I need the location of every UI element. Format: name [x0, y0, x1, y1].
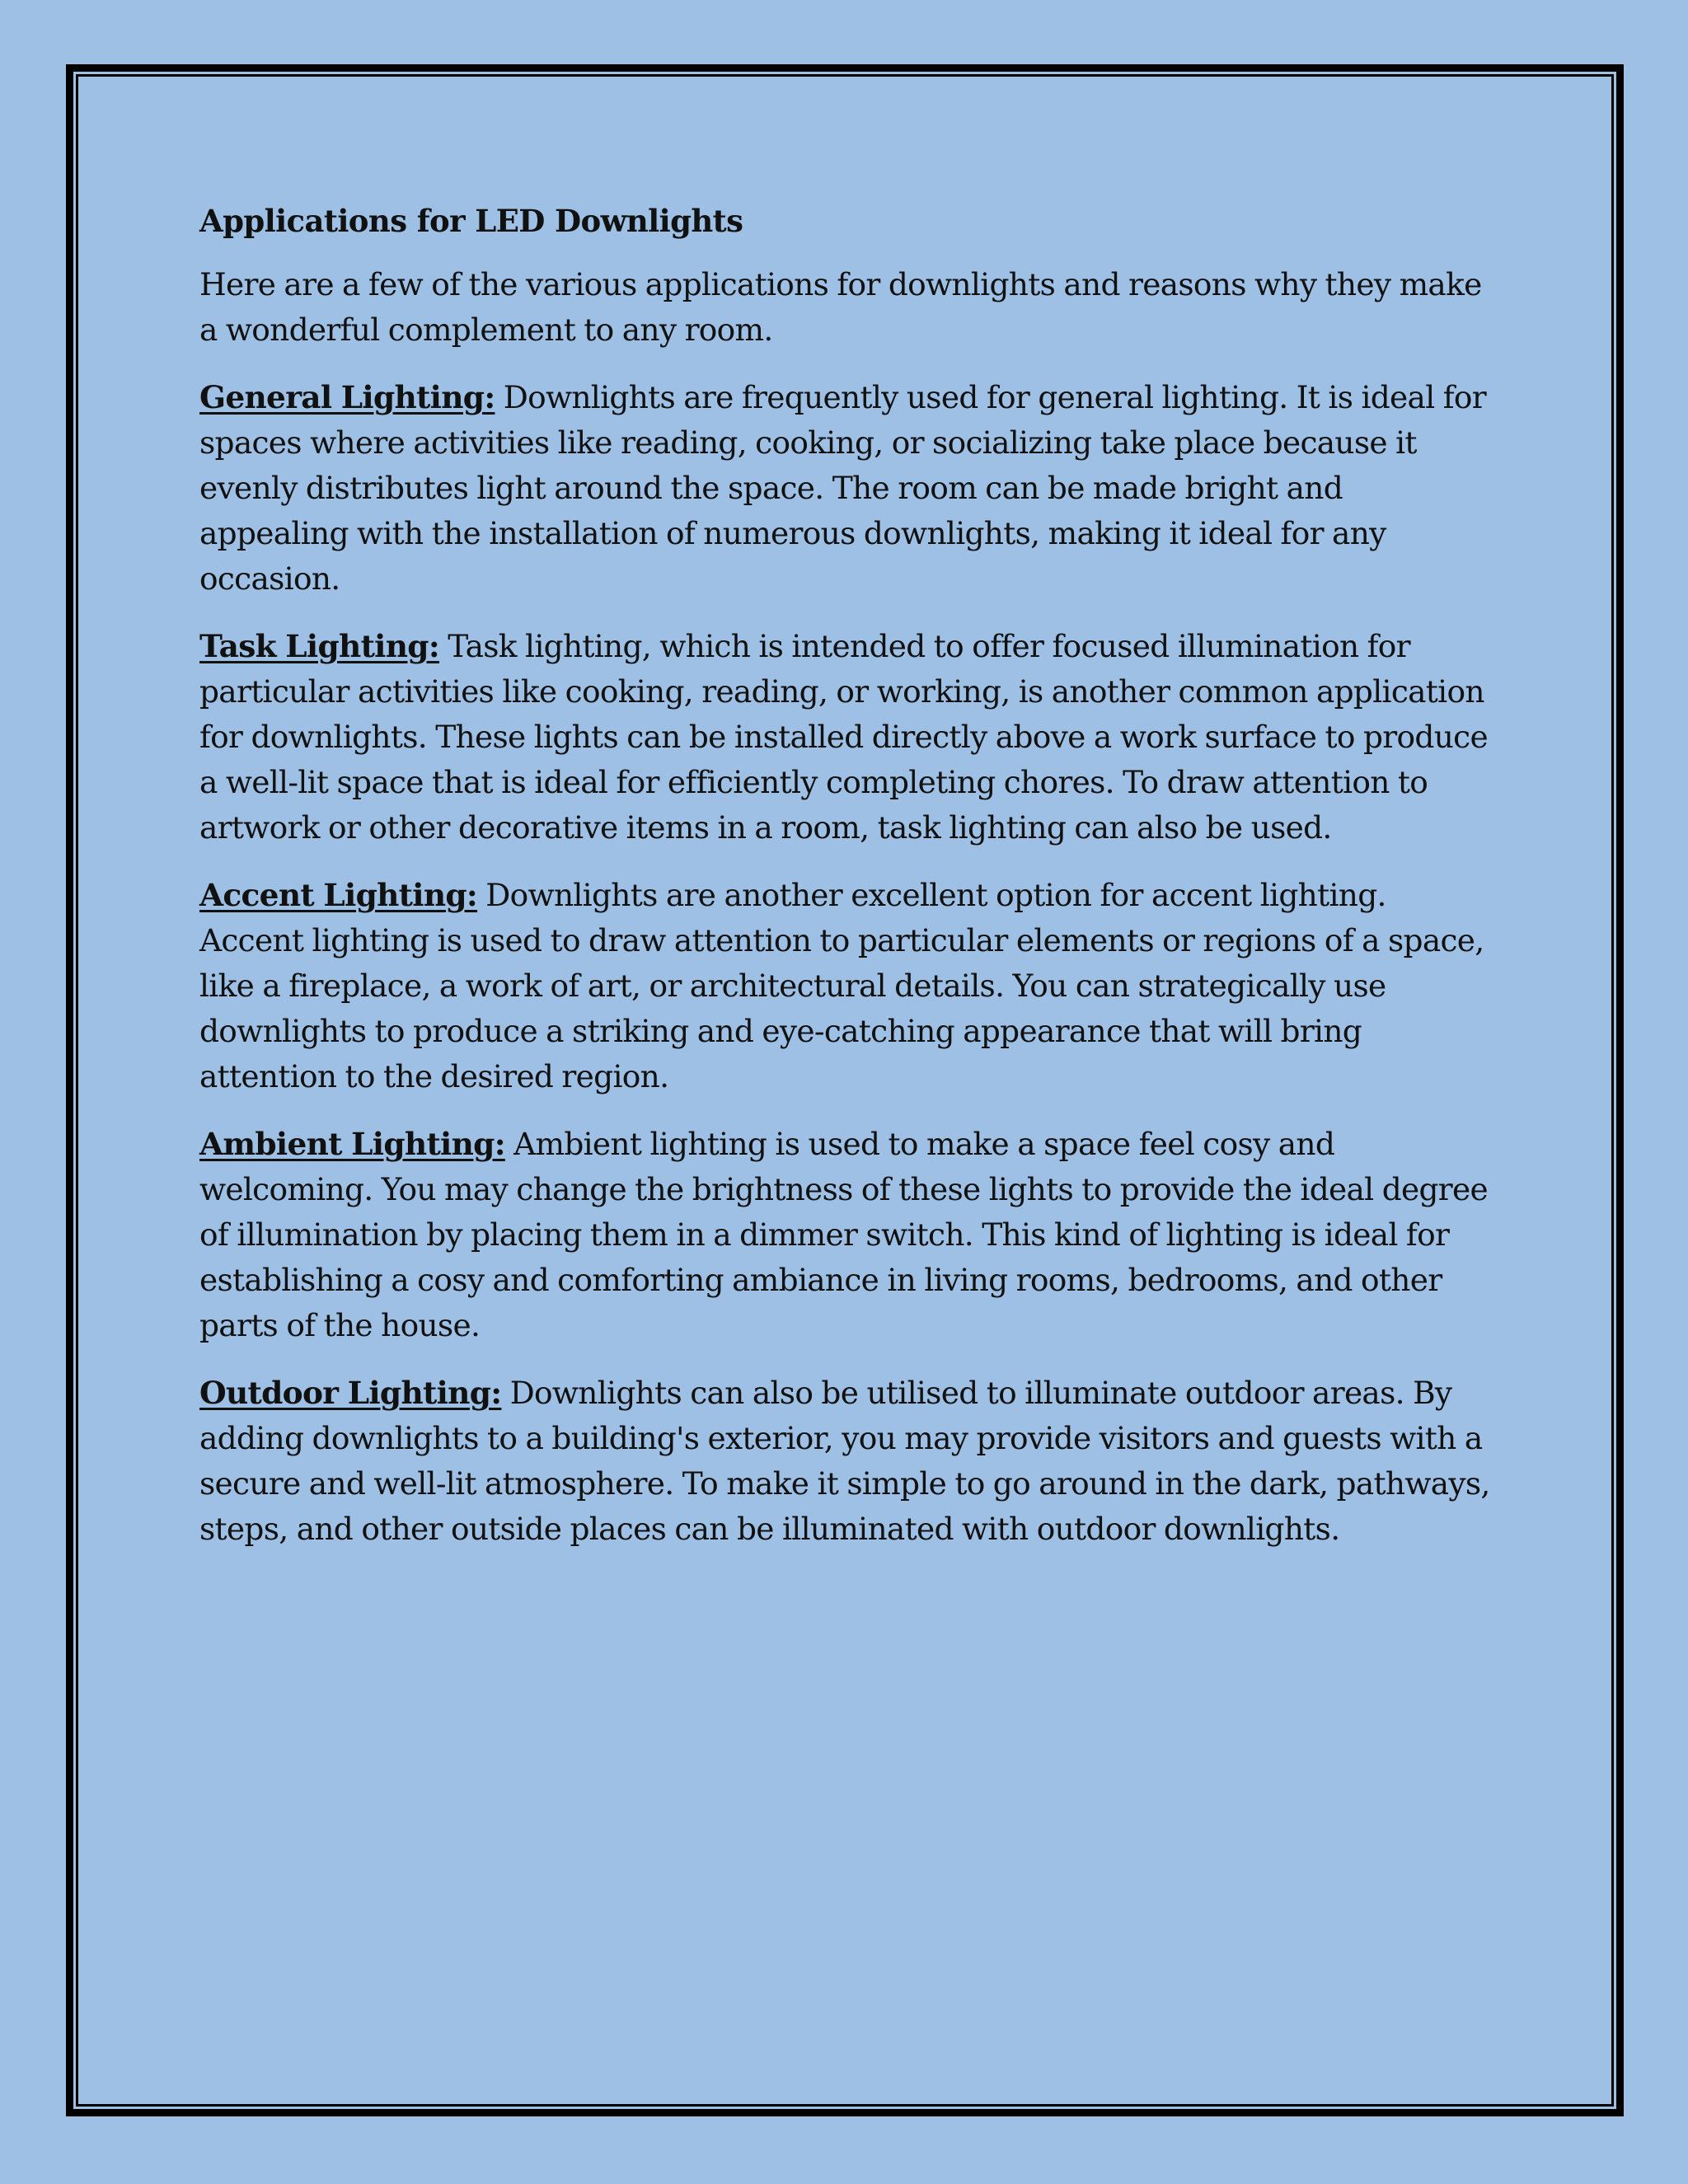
section-body-task-lighting: Task lighting, which is intended to offer focused illumination for particular activities like cooking, reading, or working, is another common application for downlights. These lights can be installed directly above a work surface to produce a well-lit space that is ideal for efficiently completing chores. To draw attention to artwork or other decorative items in a room, task lighting can also be used.: [199, 628, 1488, 846]
section-heading-general-lighting: General Lighting:: [199, 379, 495, 415]
document-title: Applications for LED Downlights: [199, 203, 743, 239]
section-body-outdoor-lighting: Downlights can also be utilised to illuminate outdoor areas. By adding downlights to a building's exterior, you may provide visitors and guests with a secure and well-lit atmosphere. To make it simple to go around in the dark, pathways, steps, and other outside places can be illuminated with outdoor downlights.: [199, 1375, 1490, 1547]
section-heading-outdoor-lighting: Outdoor Lighting:: [199, 1375, 502, 1411]
intro-paragraph: Here are a few of the various applications for downlights and reasons why they make a wonderful complement to any room.: [199, 266, 1482, 348]
document-body: [199, 194, 1493, 1574]
section-accent-lighting: [199, 873, 1493, 1099]
section-ambient-lighting: [199, 1122, 1493, 1348]
section-task-lighting: [199, 624, 1493, 851]
section-outdoor-lighting: [199, 1371, 1493, 1552]
section-heading-task-lighting: Task Lighting:: [199, 628, 439, 664]
section-general-lighting: [199, 375, 1493, 602]
section-heading-accent-lighting: Accent Lighting:: [199, 877, 478, 913]
section-body-ambient-lighting: Ambient lighting is used to make a space feel cosy and welcoming. You may change the brightness of these lights to provide the ideal degree of illumination by placing them in a dimmer switch. This kind of lighting is ideal for establishing a cosy and comforting ambiance in living rooms, bedrooms, and other parts of the house.: [199, 1126, 1489, 1343]
section-body-general-lighting: Downlights are frequently used for general lighting. It is ideal for spaces where activities like reading, cooking, or socializing take place because it evenly distributes light around the space. The room can be made bright and appealing with the installation of numerous downlights, making it ideal for any occasion.: [199, 379, 1486, 597]
section-body-accent-lighting: Downlights are another excellent option for accent lighting. Accent lighting is used to draw attention to particular elements or regions of a space, like a fireplace, a work of art, or architectural details. You can strategically use downlights to produce a striking and eye-catching appearance that will bring attention to the desired region.: [199, 877, 1484, 1094]
section-heading-ambient-lighting: Ambient Lighting:: [199, 1126, 505, 1162]
